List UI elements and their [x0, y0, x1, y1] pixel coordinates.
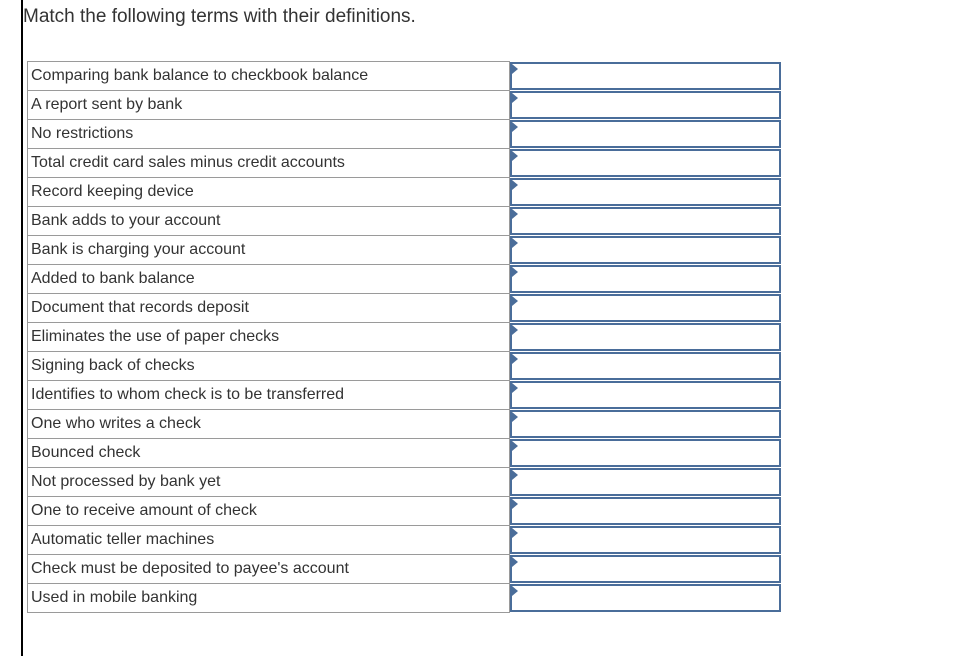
definition-text: Check must be deposited to payee's account: [28, 555, 510, 584]
term-dropdown[interactable]: [510, 236, 781, 264]
answer-cell: [510, 584, 782, 613]
answer-cell: [510, 468, 782, 497]
dropdown-arrow-icon[interactable]: [512, 180, 518, 190]
term-dropdown[interactable]: [510, 555, 781, 583]
dropdown-arrow-icon[interactable]: [512, 267, 518, 277]
definition-text: Used in mobile banking: [28, 584, 510, 613]
table-row: [28, 62, 782, 91]
answer-cell: [510, 410, 782, 439]
term-dropdown[interactable]: [510, 410, 781, 438]
definition-text: Identifies to whom check is to be transferred: [28, 381, 510, 410]
definition-text: Automatic teller machines: [28, 526, 510, 555]
dropdown-arrow-icon[interactable]: [512, 64, 518, 74]
answer-cell: [510, 526, 782, 555]
term-dropdown[interactable]: [510, 294, 781, 322]
term-dropdown[interactable]: [510, 439, 781, 467]
answer-cell: [510, 236, 782, 265]
answer-cell: [510, 555, 782, 584]
definition-text: Added to bank balance: [28, 265, 510, 294]
answer-cell: [510, 381, 782, 410]
instructions-text: Match the following terms with their definitions.: [23, 6, 416, 27]
answer-cell: [510, 178, 782, 207]
matching-table-body: [28, 62, 782, 613]
table-row: [28, 381, 782, 410]
term-dropdown[interactable]: [510, 91, 781, 119]
term-dropdown[interactable]: [510, 265, 781, 293]
definition-text: Eliminates the use of paper checks: [28, 323, 510, 352]
table-row: [28, 584, 782, 613]
table-row: [28, 352, 782, 381]
answer-cell: [510, 120, 782, 149]
table-row: [28, 468, 782, 497]
term-dropdown[interactable]: [510, 323, 781, 351]
table-row: [28, 497, 782, 526]
term-dropdown[interactable]: [510, 149, 781, 177]
dropdown-arrow-icon[interactable]: [512, 441, 518, 451]
dropdown-arrow-icon[interactable]: [512, 122, 518, 132]
answer-cell: [510, 294, 782, 323]
dropdown-arrow-icon[interactable]: [512, 586, 518, 596]
answer-cell: [510, 497, 782, 526]
dropdown-arrow-icon[interactable]: [512, 412, 518, 422]
definition-text: One who writes a check: [28, 410, 510, 439]
term-dropdown[interactable]: [510, 62, 781, 90]
term-dropdown[interactable]: [510, 381, 781, 409]
table-row: [28, 91, 782, 120]
term-dropdown[interactable]: [510, 120, 781, 148]
term-dropdown[interactable]: [510, 352, 781, 380]
table-row: [28, 294, 782, 323]
table-row: [28, 555, 782, 584]
term-dropdown[interactable]: [510, 207, 781, 235]
definition-text: Total credit card sales minus credit accounts: [28, 149, 510, 178]
dropdown-arrow-icon[interactable]: [512, 151, 518, 161]
left-border-line: [21, 0, 23, 656]
dropdown-arrow-icon[interactable]: [512, 296, 518, 306]
term-dropdown[interactable]: [510, 497, 781, 525]
dropdown-arrow-icon[interactable]: [512, 499, 518, 509]
table-row: [28, 410, 782, 439]
answer-cell: [510, 62, 782, 91]
answer-cell: [510, 352, 782, 381]
answer-cell: [510, 207, 782, 236]
dropdown-arrow-icon[interactable]: [512, 325, 518, 335]
table-row: [28, 120, 782, 149]
definition-text: No restrictions: [28, 120, 510, 149]
dropdown-arrow-icon[interactable]: [512, 93, 518, 103]
term-dropdown[interactable]: [510, 584, 781, 612]
table-row: [28, 236, 782, 265]
definition-text: Bounced check: [28, 439, 510, 468]
dropdown-arrow-icon[interactable]: [512, 209, 518, 219]
table-row: [28, 207, 782, 236]
term-dropdown[interactable]: [510, 468, 781, 496]
definition-text: One to receive amount of check: [28, 497, 510, 526]
dropdown-arrow-icon[interactable]: [512, 383, 518, 393]
table-row: [28, 439, 782, 468]
table-row: [28, 178, 782, 207]
answer-cell: [510, 323, 782, 352]
term-dropdown[interactable]: [510, 178, 781, 206]
definition-text: Bank adds to your account: [28, 207, 510, 236]
answer-cell: [510, 439, 782, 468]
definition-text: Document that records deposit: [28, 294, 510, 323]
definition-text: Record keeping device: [28, 178, 510, 207]
table-row: [28, 526, 782, 555]
term-dropdown[interactable]: [510, 526, 781, 554]
answer-cell: [510, 265, 782, 294]
table-row: [28, 149, 782, 178]
definition-text: Bank is charging your account: [28, 236, 510, 265]
definition-text: Not processed by bank yet: [28, 468, 510, 497]
definition-text: A report sent by bank: [28, 91, 510, 120]
dropdown-arrow-icon[interactable]: [512, 528, 518, 538]
answer-cell: [510, 149, 782, 178]
definition-text: Signing back of checks: [28, 352, 510, 381]
answer-cell: [510, 91, 782, 120]
table-row: [28, 265, 782, 294]
dropdown-arrow-icon[interactable]: [512, 557, 518, 567]
definition-text: Comparing bank balance to checkbook balance: [28, 62, 510, 91]
table-row: [28, 323, 782, 352]
dropdown-arrow-icon[interactable]: [512, 238, 518, 248]
dropdown-arrow-icon[interactable]: [512, 354, 518, 364]
dropdown-arrow-icon[interactable]: [512, 470, 518, 480]
matching-table: [27, 61, 782, 613]
